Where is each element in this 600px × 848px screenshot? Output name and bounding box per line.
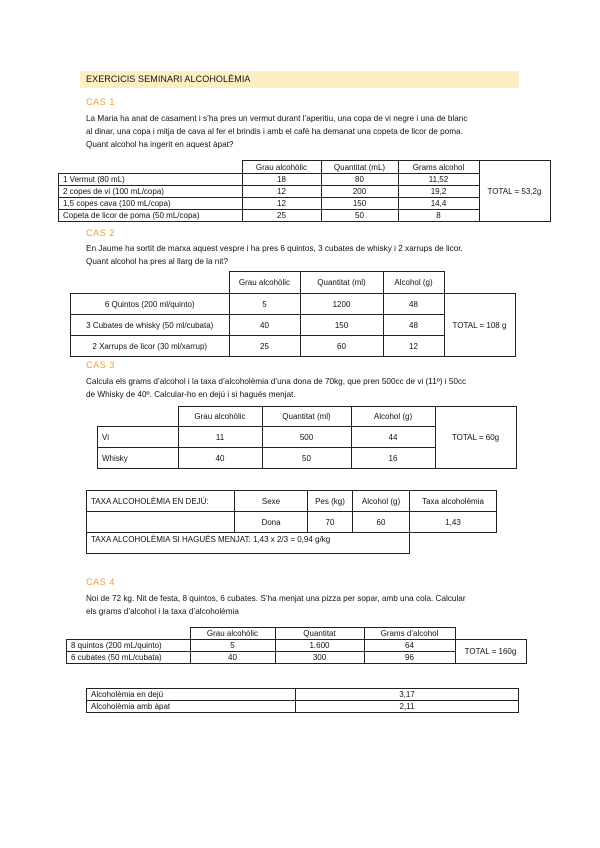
cas4-heading: CAS 4	[86, 577, 116, 587]
grams-cell: 96	[364, 652, 455, 664]
empty-cell	[410, 533, 497, 554]
column-header: Sexe	[235, 491, 308, 512]
table-row	[59, 174, 551, 186]
total-cell: TOTAL = 160g	[455, 640, 526, 664]
cas1-text	[86, 112, 531, 151]
result-value: 2,11	[296, 701, 519, 713]
table-row	[59, 210, 551, 222]
row-label: 1,5 copes cava (100 mL/copa)	[59, 198, 243, 210]
column-header: Quantitat	[275, 628, 364, 640]
cas4-text	[86, 592, 531, 618]
cas3-text-line: Calcula els grams d’alcohol i la taxa d’alcoholèmia d’una dona de 70kg, que pren 500cc de vi (11º) i 50cc	[86, 377, 467, 386]
cas2-heading: CAS 2	[86, 228, 116, 238]
row-label: 6 cubates (50 mL/cubata)	[67, 652, 191, 664]
row-label: 6 Quintos (200 ml/quinto)	[71, 294, 230, 315]
cas2-table	[70, 271, 516, 357]
cas4-text-line: Noi de 72 kg. Nit de festa, 8 quintos, 6 cubates. S’ha menjat una pizza per sopar, amb una cola. Calcular	[86, 594, 466, 603]
grau-cell: 5	[229, 294, 300, 315]
row-label: Copeta de licor de poma (50 mL/copa)	[59, 210, 243, 222]
result-label: Alcoholèmia amb àpat	[87, 701, 296, 713]
grams-cell: 19,2	[398, 186, 479, 198]
table-row	[87, 701, 519, 713]
grau-cell: 40	[178, 448, 262, 469]
quantitat-cell: 50	[321, 210, 398, 222]
cas1-table	[58, 160, 551, 222]
grau-cell: 40	[229, 315, 300, 336]
grau-cell: 25	[242, 210, 321, 222]
alcohol-cell: 60	[353, 512, 410, 533]
row-label: 2 Xarrups de licor (30 ml/xarrup)	[71, 336, 230, 357]
quantitat-cell: 1200	[300, 294, 383, 315]
grams-cell: 48	[383, 294, 444, 315]
title-bar	[80, 71, 519, 88]
cas2-text	[86, 242, 526, 268]
row-label: Vi	[98, 427, 179, 448]
table-row	[87, 512, 497, 533]
grau-cell: 5	[190, 640, 275, 652]
cas1-heading: CAS 1	[86, 97, 116, 107]
cas1-text-line: Quant alcohol ha ingerit en aquest àpat?	[86, 140, 234, 149]
total-cell: TOTAL = 60g	[435, 407, 516, 469]
cas4-text-line: els grams d’alcohol i la taxa d’alcoholèmia	[86, 607, 239, 616]
grau-cell: 12	[242, 198, 321, 210]
grau-cell: 25	[229, 336, 300, 357]
quantitat-cell: 500	[262, 427, 351, 448]
column-header: Quantitat (ml)	[300, 272, 383, 294]
grau-cell: 40	[190, 652, 275, 664]
total-cell: TOTAL = 108 g	[444, 294, 515, 357]
column-header: Alcohol (g)	[383, 272, 444, 294]
empty-cell	[455, 628, 526, 640]
cas1-text-line: La Maria ha anat de casament i s’ha pres un vermut durant l’aperitiu, una copa de vi negre i una de blanc	[86, 114, 468, 123]
row-label: 3 Cubates de whisky (50 ml/cubata)	[71, 315, 230, 336]
row-label: Whisky	[98, 448, 179, 469]
cas2-text-line: En Jaume ha sortit de marxa aquest vespre i ha pres 6 quintos, 3 cubates de whisky i 2 xarrups de licor.	[86, 244, 463, 253]
quantitat-cell: 300	[275, 652, 364, 664]
grams-cell: 8	[398, 210, 479, 222]
table-row	[87, 689, 519, 701]
results-table	[86, 688, 519, 713]
quantitat-cell: 80	[321, 174, 398, 186]
taxa-cell: 1,43	[410, 512, 497, 533]
table-row	[59, 186, 551, 198]
cas3-text	[86, 375, 526, 401]
column-header: Pes (kg)	[308, 491, 353, 512]
column-header: Alcohol (g)	[353, 491, 410, 512]
empty-cell	[71, 272, 230, 294]
grams-cell: 44	[351, 427, 435, 448]
taxa-label: TAXA ALCOHOLÈMIA EN DEJÚ:	[87, 491, 235, 512]
grau-cell: 18	[242, 174, 321, 186]
row-label: 1 Vermut (80 mL)	[59, 174, 243, 186]
empty-cell	[59, 161, 243, 174]
cas2-text-line: Quant alcohol ha pres al llarg de la nit?	[86, 257, 229, 266]
column-header: Grau alcohòlic	[178, 407, 262, 427]
grams-cell: 48	[383, 315, 444, 336]
result-label: Alcoholèmia en dejú	[87, 689, 296, 701]
quantitat-cell: 60	[300, 336, 383, 357]
document-title: EXERCICIS SEMINARI ALCOHOLÈMIA	[86, 74, 251, 84]
cas3-table	[97, 406, 517, 469]
quantitat-cell: 150	[300, 315, 383, 336]
total-cell: TOTAL = 53,2g	[479, 161, 550, 222]
cas1-text-line: al dinar, una copa i mitja de cava al fer el brindis i amb el cafè ha demanat una copeta de licor de poma.	[86, 127, 463, 136]
taxa-menjat: TAXA ALCOHOLÈMIA SI HAGUÉS MENJAT: 1,43 x 2/3 = 0,94 g/kg	[87, 533, 410, 554]
grams-cell: 16	[351, 448, 435, 469]
column-header: Grau alcohòlic	[242, 161, 321, 174]
empty-cell	[98, 407, 179, 427]
column-header: Quantitat (mL)	[321, 161, 398, 174]
grau-cell: 12	[242, 186, 321, 198]
taxa-table	[86, 490, 497, 554]
result-value: 3,17	[296, 689, 519, 701]
column-header: Taxa alcoholèmia	[410, 491, 497, 512]
column-header: Quantitat (ml)	[262, 407, 351, 427]
empty-cell	[67, 628, 191, 640]
cas3-text-line: de Whisky de 40º. Calcular-ho en dejú i si hagués menjat.	[86, 390, 296, 399]
cas4-table	[66, 627, 527, 664]
table-row	[87, 533, 497, 554]
table-row	[71, 294, 516, 315]
table-row	[67, 640, 527, 652]
column-header: Grau alcohòlic	[229, 272, 300, 294]
quantitat-cell: 1.600	[275, 640, 364, 652]
cas3-heading: CAS 3	[86, 360, 116, 370]
column-header: Grams alcohol	[398, 161, 479, 174]
grams-cell: 14,4	[398, 198, 479, 210]
grams-cell: 64	[364, 640, 455, 652]
grams-cell: 11,52	[398, 174, 479, 186]
table-row	[59, 198, 551, 210]
quantitat-cell: 50	[262, 448, 351, 469]
column-header: Alcohol (g)	[351, 407, 435, 427]
quantitat-cell: 200	[321, 186, 398, 198]
sexe-cell: Dona	[235, 512, 308, 533]
empty-cell	[87, 512, 235, 533]
column-header: Grau alcohòlic	[190, 628, 275, 640]
column-header: Grams d’alcohol	[364, 628, 455, 640]
row-label: 2 copes de vi (100 mL/copa)	[59, 186, 243, 198]
quantitat-cell: 150	[321, 198, 398, 210]
grau-cell: 11	[178, 427, 262, 448]
row-label: 8 quintos (200 mL/quinto)	[67, 640, 191, 652]
pes-cell: 70	[308, 512, 353, 533]
grams-cell: 12	[383, 336, 444, 357]
empty-cell	[444, 272, 515, 294]
